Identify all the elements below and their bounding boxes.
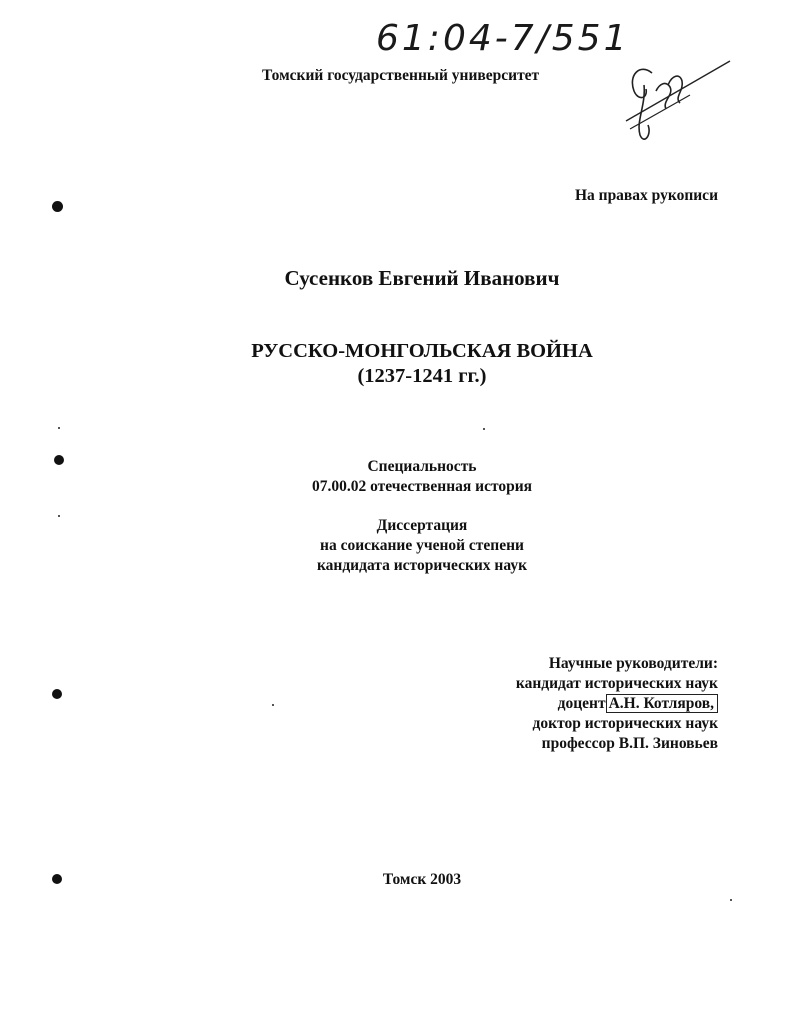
place-and-year: Томск 2003 [382,871,462,888]
handwritten-archive-code [376,10,636,70]
binding-hole [54,455,64,465]
specialty-block [0,457,796,497]
title-line-1: РУССКО-МОНГОЛЬСКАЯ ВОЙНА [251,340,593,362]
supervisor-1-name: А.Н. Котляров, [606,694,718,713]
dissertation-line-2: на соискание ученой степени [320,537,524,554]
scan-speck [272,704,274,706]
author-name: Сусенков Евгений Иванович [284,266,560,290]
supervisor-2-degree: доктор исторических наук [532,715,718,732]
archive-code-text: 61:04-7/551 [376,18,630,59]
supervisors-block [420,654,718,754]
binding-hole [52,201,63,212]
title-line-2: (1237-1241 гг.) [357,365,487,387]
specialty-label: Специальность [367,458,477,475]
dissertation-block [0,516,796,576]
dissertation-line-1: Диссертация [376,517,468,534]
manuscript-rights-note: На правах рукописи [574,187,718,204]
dissertation-title [0,339,796,389]
scan-speck [730,899,732,901]
university-name: Томский государственный университет [262,67,540,84]
scan-speck [58,427,60,429]
dissertation-line-3: кандидата исторических наук [316,557,528,574]
supervisor-1-degree: кандидат исторических наук [515,675,718,692]
binding-hole [52,689,62,699]
binding-hole [52,874,62,884]
scan-speck [483,428,485,430]
supervisor-1-line [420,694,718,714]
signature-icon [600,55,750,150]
supervisors-heading: Научные руководители: [548,655,718,672]
supervisor-2-title-name: профессор В.П. Зиновьев [541,735,718,752]
scan-speck [58,515,60,517]
supervisor-1-title: доцент [557,695,606,712]
specialty-value: 07.00.02 отечественная история [311,478,533,495]
